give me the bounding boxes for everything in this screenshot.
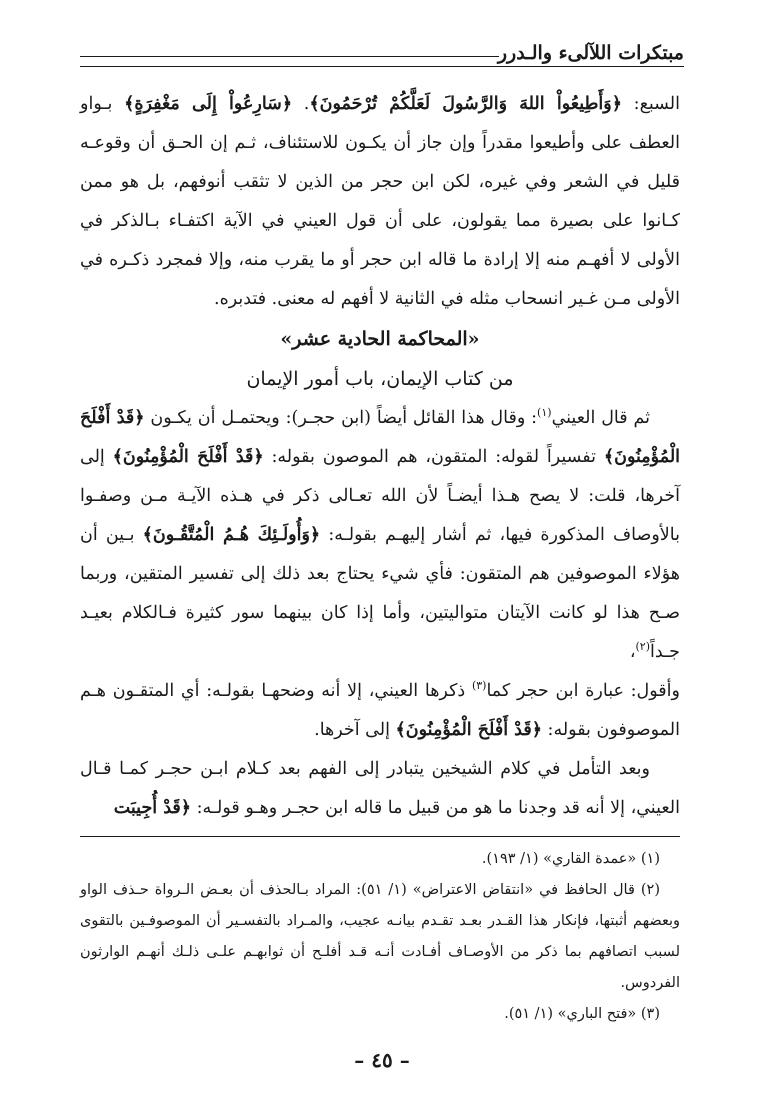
quran-verse: ﴿قَدْ أَفْلَحَ الْمُؤْمِنُونَ﴾ bbox=[80, 408, 681, 467]
paragraph-2 bbox=[80, 399, 680, 672]
para2-text-a: ثم قال العيني bbox=[551, 408, 650, 428]
para1-lead: السبع: bbox=[621, 94, 680, 114]
para3-text-a: وأقول: عبارة ابن حجر كما bbox=[486, 681, 680, 701]
running-header bbox=[80, 34, 684, 68]
footnotes bbox=[80, 844, 680, 1030]
main-text bbox=[80, 85, 680, 828]
header-rule bbox=[80, 56, 499, 57]
para1-separator: . bbox=[292, 94, 310, 114]
footnote-ref-2[interactable]: (٢) bbox=[635, 640, 650, 654]
para3-text-c: إلى آخرها. bbox=[314, 720, 396, 740]
quran-verse: ﴿وَأُولَـئِكَ هُـمُ الْمُتَّقُـونَ﴾ bbox=[142, 525, 321, 545]
quran-verse: ﴿سَارِعُواْ إِلَى مَغْفِرَةٍ﴾ bbox=[124, 94, 293, 114]
footnote-1: (١) «عمدة القاري» (١/ ١٩٣). bbox=[481, 851, 660, 867]
footnote-ref-1[interactable]: (١) bbox=[537, 406, 552, 420]
quran-verse: ﴿وَأَطِيعُواْ اللهَ وَالرَّسُولَ لَعَلَّكُمْ تُرْحَمُونَ﴾ bbox=[309, 94, 622, 114]
paragraph-3 bbox=[80, 672, 680, 750]
para2-text-e: بـين أن هؤلاء الموصوفين هم المتقون: فأي شيء يحتاج بعد ذلك إلى تفسير المتقين، وربما صـح هذا لو كانت الآيتان متواليتين، وأما إذا كان بينهما سور كثيرة فـالكلام بعيـد جـداً bbox=[80, 525, 680, 662]
footnote-2: (٢) قال الحافظ في «انتقاض الاعتراض» (١/ ٥١): المراد بـالحذف أن بعـض الـرواة حـذف الواو وبعضهم أثبتها، فإنكار هذا القـدر بعـد تقـدم بيانـه عجيب، والمـراد بالتفسـير أن الموصوفـين بالتقوى لسبب اتصافهم بما ذكر من الأوصـاف أفـادت أنـه قـد أفلـح أن ثوابهـم علـى ذلـك أنهـم الوارثون الفردوس. bbox=[80, 882, 680, 991]
header-bottom-rule bbox=[80, 66, 684, 67]
quran-verse: ﴿قَدْ أَفْلَحَ الْمُؤْمِنُونَ﴾ bbox=[395, 720, 542, 740]
para2-text-b: : وقال هذا القائل أيضاً (ابن حجـر): ويحتمـل أن يكـون bbox=[144, 408, 538, 428]
page-number: – ٤٥ – bbox=[354, 1048, 410, 1072]
running-header-title: مبتكرات اللآلىء والـدرر bbox=[497, 42, 684, 64]
para2-text-c: تفسيراً لقوله: المتقون، هم الموصون بقوله: bbox=[263, 447, 604, 467]
footnote-ref-3[interactable]: (٣) bbox=[471, 679, 487, 693]
footnote-3: (٣) «فتح الباري» (١/ ٥١). bbox=[504, 1006, 660, 1022]
para4-text-a: وبعد التأمل في كلام الشيخين يتبادر إلى الفهم بعد كـلام ابـن حجـر كمـا قـال العيني، إلا أنه قد وجدنا ما هو من قبيل ما قاله ابن حجـر وهـو قولـه: bbox=[80, 759, 680, 818]
section-heading: «المحاكمة الحادية عشر» bbox=[280, 328, 480, 350]
para2-text-f: ، bbox=[629, 642, 636, 662]
footnote-separator bbox=[80, 836, 680, 837]
para2-text-d: إلى آخرها، قلت: لا يصح هـذا أيضـاً لأن الله تعـالى ذكر في هـذه الآيـة مـن وصفـوا بالأوصاف المذكورة فيها، ثم أشار إليهـم بقولـه: bbox=[80, 447, 680, 545]
paragraph-1 bbox=[80, 85, 680, 319]
quran-verse: ﴿قَدْ أَفْلَحَ الْمُؤْمِنُونَ﴾ bbox=[112, 447, 264, 467]
paragraph-4 bbox=[80, 750, 680, 828]
para3-text-b: ذكرها العيني، إلا أنه وضحهـا بقولـه: أي المتقـون هـم الموصوفون بقوله: bbox=[80, 681, 680, 740]
para1-text: بـواو العطف على وأطيعوا مقدراً وإن جاز أن يكـون للاستئناف، ثـم إن الحـق أن وقوعـه قليل في الشعر وفي غيره، لكن ابن حجر من الذين لا تثقب أنوفهم، بل هو ممن كـانوا على بصيرة مما يقولون، على أن قول العيني في الآية اكتفـاء بـالذكر في الأولى لا أفهـم منه إلا إرادة ما قاله ابن حجر أو ما يقرب منه، وإلا فمجرد ذكـره في الأولى مـن غـير انسحاب مثله في الثانية لا أفهم له معنى. فتدبره. bbox=[80, 94, 680, 309]
quran-verse: ﴿قَدْ أُجِيبَت bbox=[113, 798, 192, 818]
section-subheading: من كتاب الإيمان، باب أمور الإيمان bbox=[246, 368, 514, 390]
